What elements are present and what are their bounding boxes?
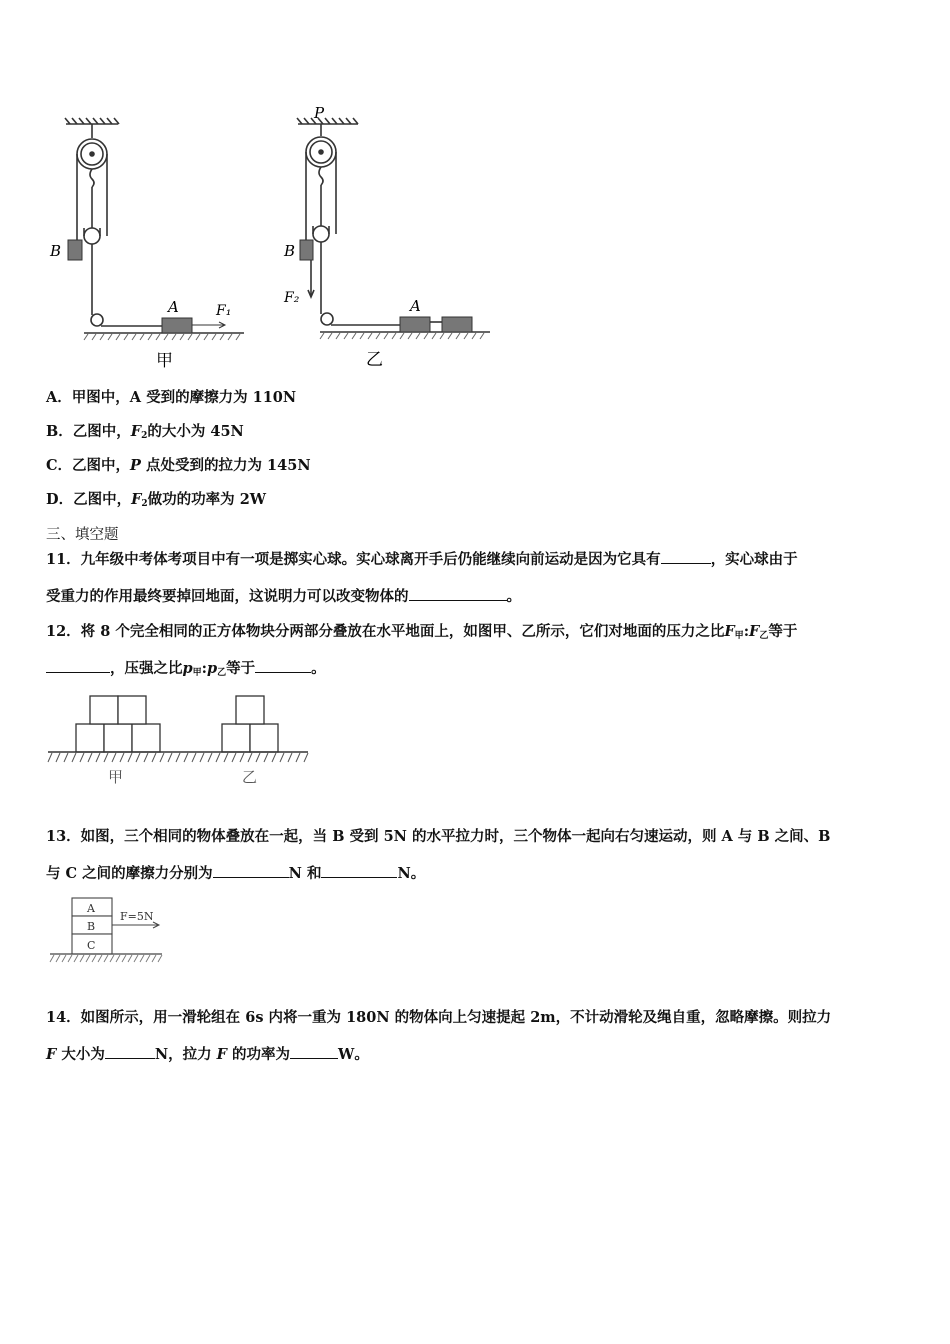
q13-text: N。: [397, 865, 426, 882]
q14-text: 的功率为: [226, 1046, 291, 1063]
q14-text: W。: [338, 1046, 369, 1063]
option-a: [46, 386, 296, 407]
answer-blank[interactable]: [661, 551, 711, 564]
pulley-figure-yi: [280, 100, 500, 372]
subscript: 乙: [217, 668, 227, 678]
option-letter: B．: [46, 423, 73, 440]
q12-line2: [46, 657, 326, 678]
option-subscript: 2: [141, 431, 148, 441]
option-prefix: 乙图中，: [73, 491, 132, 508]
label-b: B: [87, 920, 96, 933]
label-f2: F₂: [284, 290, 300, 306]
option-letter: A．: [46, 389, 72, 406]
option-text: 点处受到的拉力为 145N: [140, 457, 311, 474]
option-c: [46, 454, 311, 475]
q14-text: N，拉力: [154, 1046, 217, 1063]
q11-text: ，实心球由于: [710, 551, 798, 568]
label-a: A: [168, 298, 179, 316]
section-title: 三、填空题: [46, 527, 119, 543]
label-f1: F₁: [216, 303, 232, 319]
q13-text: 与 C 之间的摩擦力分别为: [46, 865, 213, 882]
q12-text: 等于: [226, 660, 256, 677]
caption-yi: 乙: [366, 350, 383, 370]
option-symbol: P: [130, 457, 141, 474]
answer-blank[interactable]: [321, 865, 397, 878]
q13-line2: [46, 862, 425, 883]
q14-text: 大小为: [56, 1046, 105, 1063]
blocks-figure: [44, 690, 314, 790]
option-prefix: 乙图中，: [72, 423, 131, 440]
pulley-figure-jia: [44, 110, 254, 372]
label-a: A: [410, 297, 421, 315]
option-text: A 受到的摩擦力为 110N: [129, 389, 297, 406]
subscript: 甲: [192, 668, 202, 678]
option-text: 的大小为 45N: [147, 423, 244, 440]
symbol-f: F: [216, 1046, 227, 1063]
q11-text: 11．九年级中考体考项目中有一项是掷实心球。实心球离开手后仍能继续向前运动是因为它具有: [46, 551, 661, 568]
q14-line1: 14．如图所示，用一滑轮组在 6s 内将一重为 180N 的物体向上匀速提起 2m，不计动滑轮及绳自重，忽略摩擦。则拉力: [46, 1009, 832, 1026]
symbol-f: F: [46, 1046, 57, 1063]
option-subscript: 2: [141, 499, 148, 509]
answer-blank[interactable]: [46, 660, 110, 673]
q11-line1: [46, 548, 798, 569]
option-d: [46, 488, 266, 509]
answer-blank[interactable]: [290, 1046, 338, 1059]
force-label: F=5N: [120, 910, 154, 923]
subscript: 乙: [759, 631, 769, 641]
answer-blank[interactable]: [255, 660, 311, 673]
option-letter: D．: [46, 491, 74, 508]
q11-text: 。: [506, 588, 521, 605]
label-b: B: [284, 242, 296, 260]
option-b: [46, 420, 244, 441]
answer-blank[interactable]: [409, 588, 507, 601]
colon: :: [743, 623, 750, 640]
stack-figure: [46, 894, 176, 966]
symbol-f: F: [749, 623, 760, 640]
q13-line1: 13．如图，三个相同的物体叠放在一起，当 B 受到 5N 的水平拉力时，三个物体一起向右匀速运动，则 A 与 B 之间、B: [46, 828, 831, 845]
option-prefix: 甲图中，: [71, 389, 130, 406]
q12-line1: [46, 620, 797, 641]
q12-text: ，压强之比: [110, 660, 183, 677]
option-prefix: 乙图中，: [72, 457, 131, 474]
q11-text: 受重力的作用最终要掉回地面，这说明力可以改变物体的: [46, 588, 409, 605]
symbol-p: p: [182, 660, 193, 677]
label-c: C: [87, 939, 96, 952]
caption-jia: 甲: [108, 768, 124, 786]
q14-line2: [46, 1043, 369, 1064]
subscript: 甲: [734, 631, 744, 641]
answer-blank[interactable]: [105, 1046, 155, 1059]
option-text: 做功的功率为 2W: [147, 491, 267, 508]
option-symbol: F: [130, 423, 142, 440]
answer-blank[interactable]: [213, 865, 289, 878]
symbol-p: p: [207, 660, 218, 677]
q12-text: 等于: [768, 623, 798, 640]
option-symbol: F: [131, 491, 142, 508]
option-letter: C．: [46, 457, 73, 474]
caption-jia: 甲: [156, 351, 173, 371]
q13-text: N 和: [288, 865, 322, 882]
q12-text: 12．将 8 个完全相同的正方体物块分两部分叠放在水平地面上，如图甲、乙所示，它们对地面的压力之比: [46, 623, 725, 640]
q12-text: 。: [311, 660, 326, 677]
q11-line2: [46, 585, 521, 606]
colon: :: [201, 660, 208, 677]
symbol-f: F: [724, 623, 735, 640]
caption-yi: 乙: [242, 768, 258, 786]
label-a: A: [87, 902, 95, 915]
label-b: B: [50, 242, 62, 260]
label-p: P: [314, 104, 325, 122]
